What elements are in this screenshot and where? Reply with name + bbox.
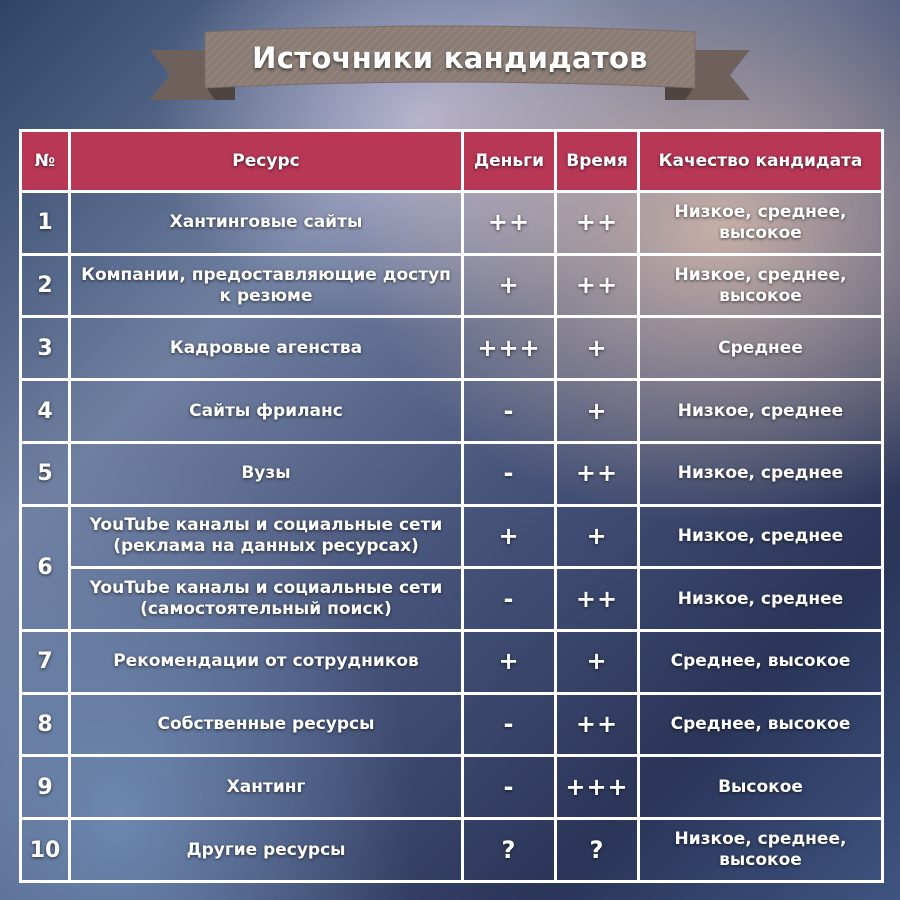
row-money: + xyxy=(463,505,556,568)
row-number: 9 xyxy=(21,756,70,819)
row-quality: Среднее, высокое xyxy=(639,693,883,756)
row-quality: Среднее xyxy=(639,317,883,380)
row-quality: Низкое, среднее xyxy=(639,380,883,443)
row-time: +++ xyxy=(556,756,639,819)
table-row xyxy=(21,819,883,882)
header-time: Время xyxy=(556,131,639,192)
table-row xyxy=(21,631,883,694)
row-resource: Кадровые агенства xyxy=(70,317,463,380)
row-number: 3 xyxy=(21,317,70,380)
row-money: +++ xyxy=(463,317,556,380)
table-row xyxy=(21,380,883,443)
table-row xyxy=(21,756,883,819)
row-time: ++ xyxy=(556,192,639,255)
row-time: ++ xyxy=(556,693,639,756)
row-time: ++ xyxy=(556,442,639,505)
row-money: ++ xyxy=(463,192,556,255)
row-money: - xyxy=(463,380,556,443)
row-quality: Низкое, среднее xyxy=(639,505,883,568)
header-money: Деньги xyxy=(463,131,556,192)
row-number: 4 xyxy=(21,380,70,443)
page-title: Источники кандидатов xyxy=(252,41,648,75)
row-resource: YouTube каналы и социальные сети (реклама на данных ресурсах) xyxy=(70,505,463,568)
row-money: - xyxy=(463,693,556,756)
table-row xyxy=(21,568,883,631)
row-time: ++ xyxy=(556,568,639,631)
row-resource: Собственные ресурсы xyxy=(70,693,463,756)
title-banner xyxy=(0,0,900,120)
row-quality: Низкое, среднее, высокое xyxy=(639,192,883,255)
row-number: 10 xyxy=(21,819,70,882)
table-row xyxy=(21,317,883,380)
row-time: + xyxy=(556,631,639,694)
row-number: 1 xyxy=(21,192,70,255)
row-quality: Высокое xyxy=(639,756,883,819)
row-time: ? xyxy=(556,819,639,882)
row-quality: Среднее, высокое xyxy=(639,631,883,694)
row-time: + xyxy=(556,505,639,568)
row-quality: Низкое, среднее, высокое xyxy=(639,819,883,882)
row-number: 5 xyxy=(21,442,70,505)
row-resource: Сайты фриланс xyxy=(70,380,463,443)
row-money: + xyxy=(463,631,556,694)
row-resource: Хантинговые сайты xyxy=(70,192,463,255)
row-time: + xyxy=(556,380,639,443)
table-row xyxy=(21,192,883,255)
row-money: - xyxy=(463,442,556,505)
row-money: - xyxy=(463,756,556,819)
row-quality: Низкое, среднее, высокое xyxy=(639,254,883,317)
row-resource: YouTube каналы и социальные сети (самостоятельный поиск) xyxy=(70,568,463,631)
header-number: № xyxy=(21,131,70,192)
header-quality: Качество кандидата xyxy=(639,131,883,192)
row-quality: Низкое, среднее xyxy=(639,442,883,505)
header-resource: Ресурс xyxy=(70,131,463,192)
row-number: 2 xyxy=(21,254,70,317)
row-time: ++ xyxy=(556,254,639,317)
table-row xyxy=(21,442,883,505)
table-row xyxy=(21,505,883,568)
row-money: - xyxy=(463,568,556,631)
row-time: + xyxy=(556,317,639,380)
row-number: 7 xyxy=(21,631,70,694)
row-resource: Компании, предоставляющие доступ к резюме xyxy=(70,254,463,317)
table-row xyxy=(21,254,883,317)
row-resource: Другие ресурсы xyxy=(70,819,463,882)
table-header-row xyxy=(21,131,883,192)
table-row xyxy=(21,693,883,756)
row-quality: Низкое, среднее xyxy=(639,568,883,631)
row-number: 6 xyxy=(21,505,70,630)
row-number: 8 xyxy=(21,693,70,756)
row-money: ? xyxy=(463,819,556,882)
row-resource: Рекомендации от сотрудников xyxy=(70,631,463,694)
row-resource: Хантинг xyxy=(70,756,463,819)
candidate-sources-table xyxy=(19,129,884,883)
row-resource: Вузы xyxy=(70,442,463,505)
row-money: + xyxy=(463,254,556,317)
